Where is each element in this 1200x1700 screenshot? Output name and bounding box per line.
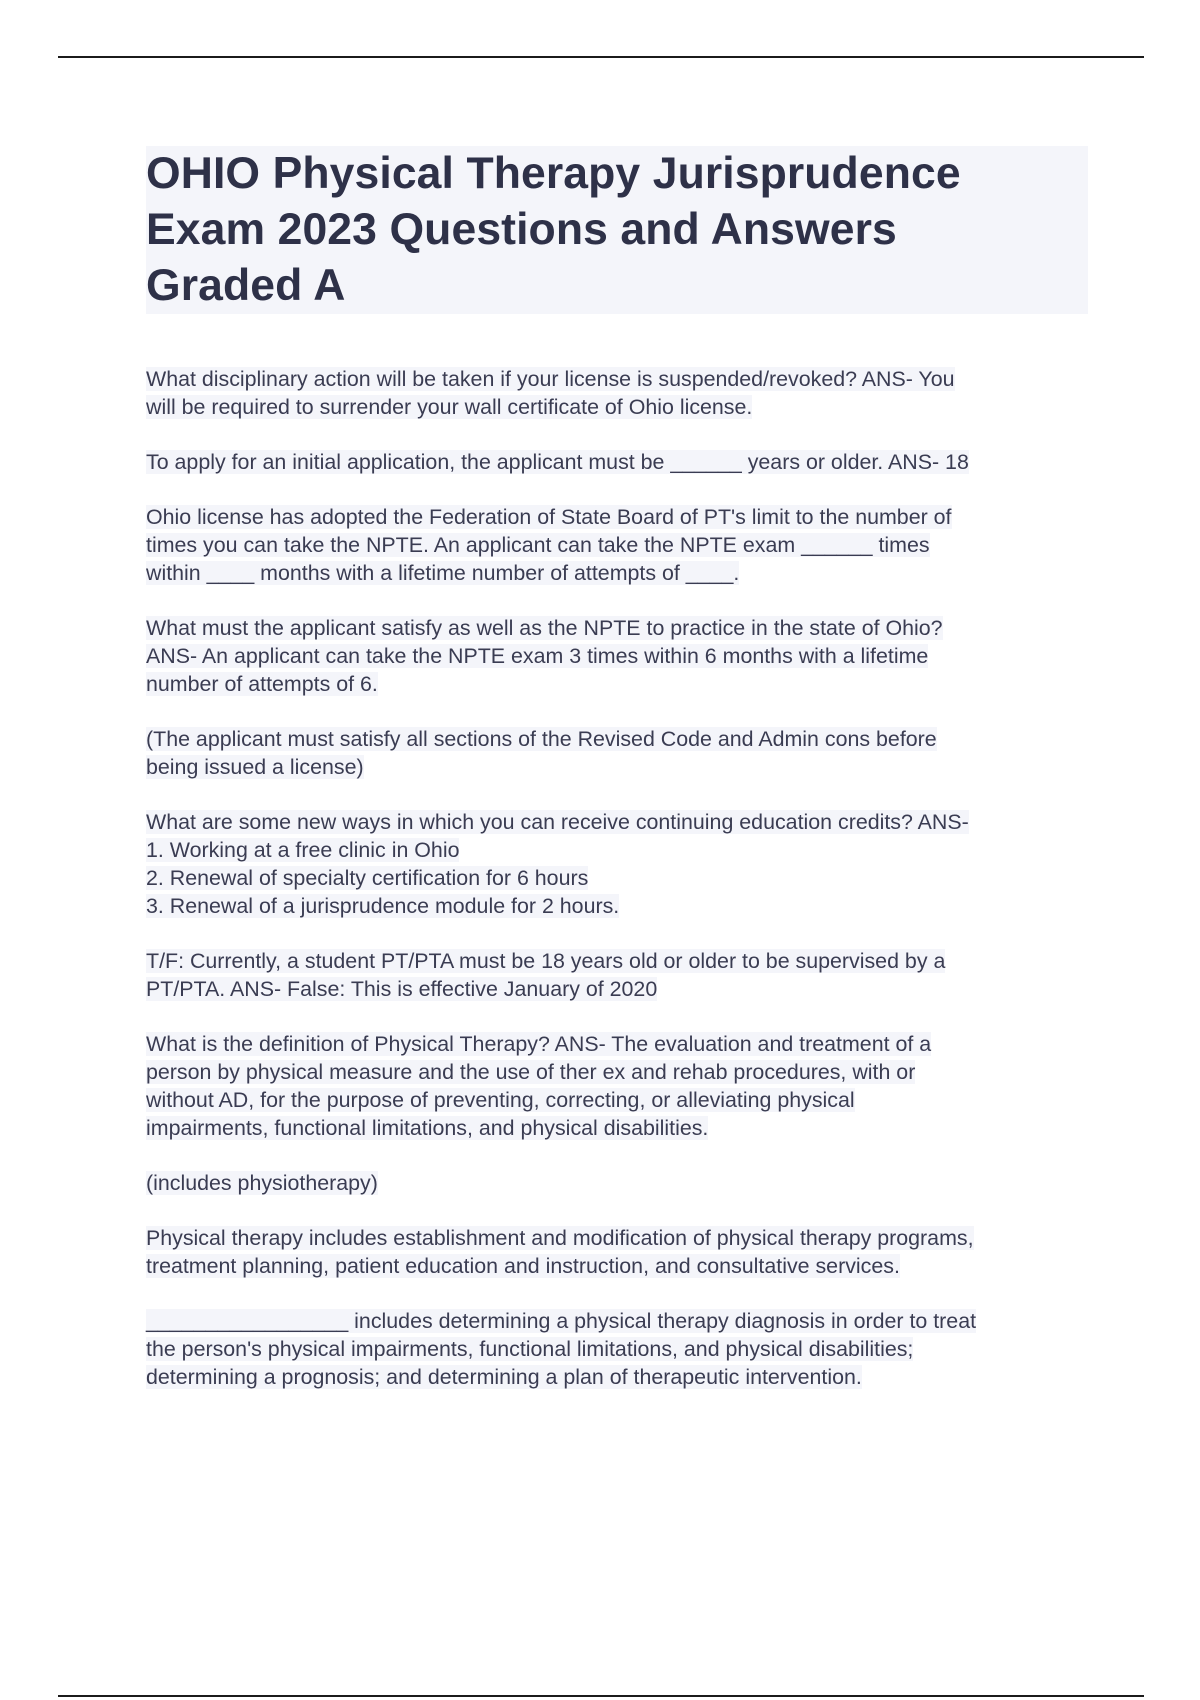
qa-paragraph-4: What must the applicant satisfy as well as the NPTE to practice in the state of Ohio? ANS- An applicant can take the NPTE exam 3 times within 6 months with a lifetime number of attempts of 6. <box>146 616 943 696</box>
qa-paragraph-5: (The applicant must satisfy all sections of the Revised Code and Admin cons before being issued a license) <box>146 727 937 779</box>
qa-paragraph-8: What is the definition of Physical Therapy? ANS- The evaluation and treatment of a person by physical measure and the use of ther ex and rehab procedures, with or without AD, for the purpose of preventing, correcting, or alleviating physical impairments, functional limitations, and physical disabilities. <box>146 1032 932 1140</box>
qa-paragraph-1: What disciplinary action will be taken if your license is suspended/revoked? ANS- You will be required to surrender your wall certificate of Ohio license. <box>146 367 955 419</box>
qa-paragraph-3: Ohio license has adopted the Federation of State Board of PT's limit to the number of times you can take the NPTE. An applicant can take the NPTE exam ______ times within ____ months with a lifetime number of attempts of ____. <box>146 505 952 585</box>
title-line-1: OHIO Physical Therapy Jurisprudence <box>146 149 961 198</box>
qa-paragraph-11: _________________ includes determining a physical therapy diagnosis in order to treat the person's physical impairments, functional limitations, and physical disabilities; determining a prognosis; and determining a plan of therapeutic intervention. <box>146 1309 977 1389</box>
title-line-2: Exam 2023 Questions and Answers <box>146 205 897 254</box>
bottom-divider <box>58 1695 1144 1697</box>
qa-paragraph-10: Physical therapy includes establishment and modification of physical therapy programs, treatment planning, patient education and instruction, and consultative services. <box>146 1226 974 1278</box>
document-body <box>146 365 1096 1418</box>
qa-paragraph-7: T/F: Currently, a student PT/PTA must be 18 years old or older to be supervised by a PT/PTA. ANS- False: This is effective January of 2020 <box>146 949 946 1001</box>
qa-paragraph-6: What are some new ways in which you can receive continuing education credits? ANS- 1. Working at a free clinic in Ohio 2. Renewal of specialty certification for 6 hours 3. Renewal of a jurisprudence module for 2 hours. <box>146 810 969 918</box>
qa-paragraph-9: (includes physiotherapy) <box>146 1171 378 1195</box>
title-line-3: Graded A <box>146 261 346 310</box>
top-divider <box>58 56 1144 58</box>
title-block <box>146 146 1088 314</box>
qa-paragraph-2: To apply for an initial application, the applicant must be ______ years or older. ANS- 18 <box>146 450 969 474</box>
document-title <box>146 146 1088 314</box>
